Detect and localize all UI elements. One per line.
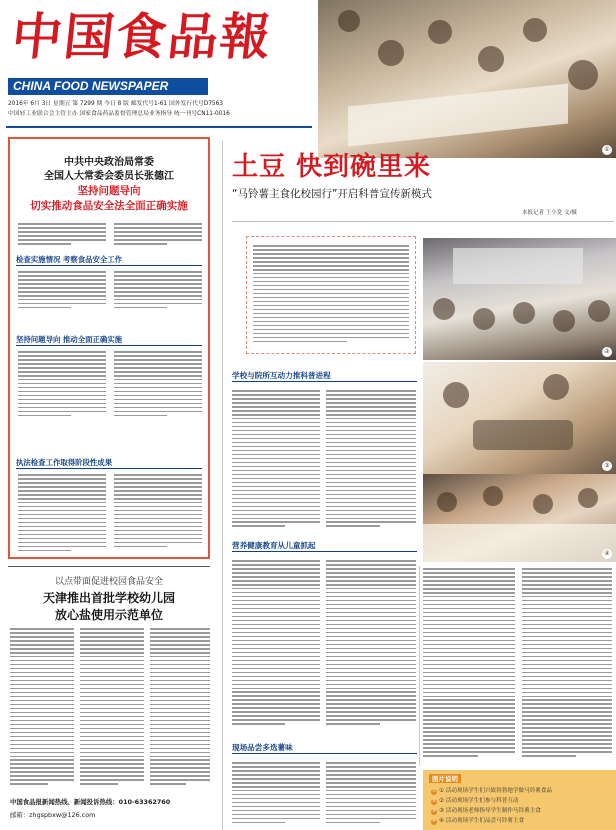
article-headline: 坚持问题导向 — [77, 185, 141, 197]
photo-number: ④ — [602, 549, 612, 559]
article-headline: 切实推动食品安全法全面正确实施 — [30, 200, 188, 212]
lecture-hall-photo — [423, 238, 616, 360]
issue-info: 2016年 6月 3日 星期五 第 7299 期 今日 8 版 邮发代号1-61 国外发行代号D7563 — [8, 101, 223, 107]
lead-article-box — [8, 137, 210, 559]
caption-item: ③ ③ 活动现场老师指导学生制作马铃薯主食 — [431, 808, 541, 814]
article-kicker: 中共中央政治局常委 — [64, 157, 154, 168]
photo-number: ① — [602, 145, 612, 155]
english-title-bar: CHINA FOOD NEWSPAPER — [8, 78, 208, 95]
article-kicker: 全国人大常委会委员长张德江 — [44, 171, 174, 182]
masthead-divider — [6, 126, 312, 128]
section-heading: 营养健康教育从儿童抓起 — [232, 541, 316, 550]
caption-item: ④ ④ 活动现场学生们品尝马铃薯主食 — [431, 818, 525, 824]
section-heading: 学校与院所互动力推科普进程 — [232, 371, 331, 380]
newspaper-logo: 中国食品報 — [8, 7, 276, 66]
article-headline: 放心盐使用示范单位 — [54, 608, 163, 622]
photo-number: ② — [602, 347, 612, 357]
cooking-class-photo — [423, 362, 616, 474]
lead-paragraph-box — [246, 236, 416, 354]
headline-divider — [232, 221, 614, 222]
section-heading: 坚持问题导向 推动全面正确实施 — [16, 335, 123, 344]
caption-item: ① ① 活动现场学生们兴致勃勃地学做马铃薯食品 — [431, 788, 553, 794]
tasting-photo — [423, 474, 616, 562]
captions-title: 图片说明 — [429, 774, 461, 783]
article-kicker: 以点带面促进校园食品安全 — [54, 577, 163, 587]
main-headline: 土豆 快到碗里来 — [232, 152, 432, 182]
students-photo — [318, 0, 616, 158]
masthead — [0, 0, 318, 115]
column-divider — [419, 566, 420, 766]
section-divider — [8, 566, 210, 567]
section-heading: 检查实施情况 考察食品安全工作 — [16, 255, 123, 264]
photo-number: ③ — [602, 461, 612, 471]
section-heading: 现场品尝多选薯味 — [232, 743, 293, 752]
byline: 本报记者 王小宽 文/摄 — [522, 210, 577, 216]
main-subhead: “马铃薯主食化校园行”开启科普宣传新模式 — [232, 188, 432, 200]
article-headline: 天津推出首批学校幼儿园 — [42, 591, 175, 605]
photo-captions-box — [423, 770, 616, 830]
publisher-info: 中国轻工业联合会主管主办 国家食品药品监督管理总局业务指导 统一刊号CN11-0016 — [8, 111, 230, 117]
email-info: 邮箱：zhgspbxw@126.com — [10, 811, 96, 819]
caption-item: ② ② 活动现场学生们参与科普互动 — [431, 798, 519, 804]
section-heading: 执法检查工作取得阶段性成果 — [16, 458, 113, 467]
column-divider — [222, 140, 223, 830]
hotline-info: 中国食品报新闻热线、新闻投诉热线：010-63362760 — [10, 798, 171, 806]
